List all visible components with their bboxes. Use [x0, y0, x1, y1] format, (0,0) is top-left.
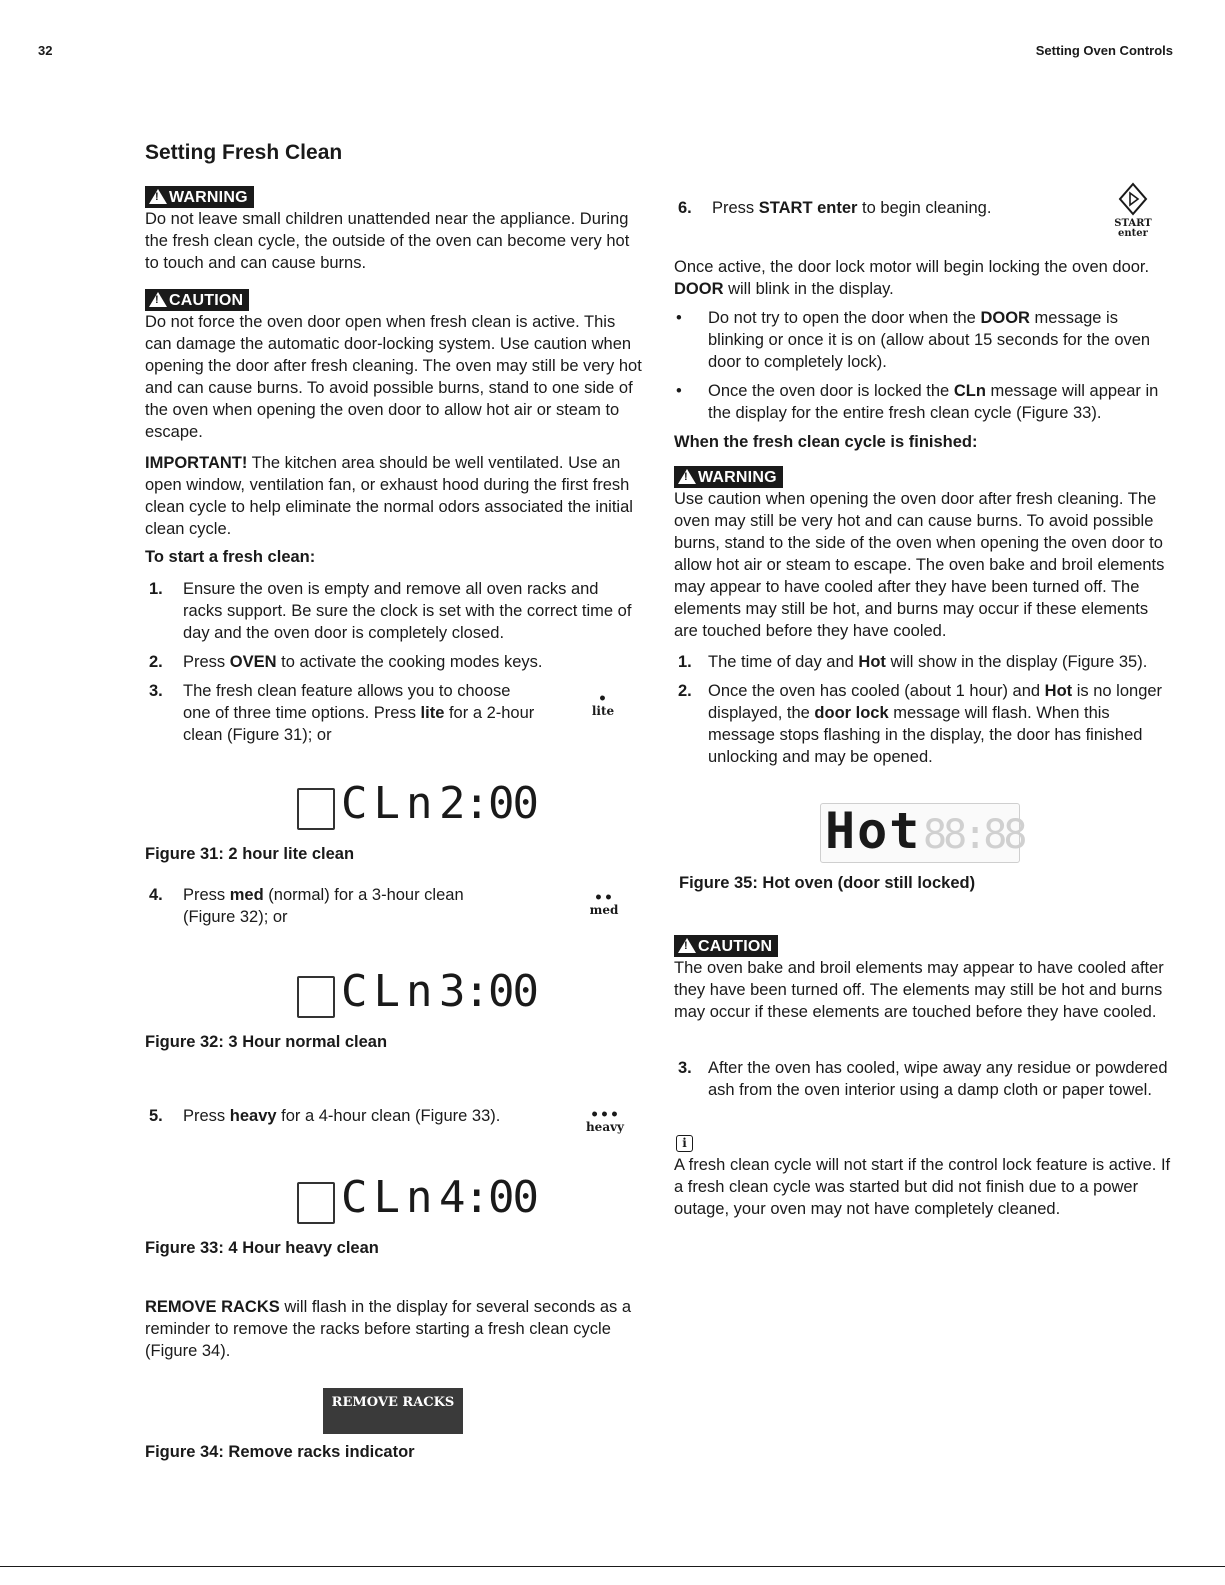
section-title: Setting Oven Controls	[1035, 43, 1173, 58]
display-word: CLn	[341, 1172, 439, 1223]
start-diamond-icon	[1118, 182, 1148, 216]
steps-5	[145, 1105, 565, 1134]
display-time: 3:00	[439, 966, 537, 1017]
info-note: A fresh clean cycle will not start if the control lock feature is active. If a fresh clean cycle was started but did not finish due to a power outage, your oven may not have completely cleaned.	[674, 1156, 1171, 1218]
caution-block-1	[145, 289, 645, 443]
step-3: 3. The fresh clean feature allows you to choose one of three time options. Press lite for a 2-hour clean (Figure 31); or	[149, 682, 535, 744]
display-word: CLn	[341, 778, 439, 829]
bullet-list	[674, 307, 1174, 431]
step-1: 1. Ensure the oven is empty and remove all oven racks and racks support. Be sure the clock is set with the correct time of day and the oven door is completely closed.	[149, 580, 632, 642]
figure-32-caption: Figure 32: 3 Hour normal clean	[145, 1033, 388, 1051]
caution-triangle-icon	[149, 292, 167, 307]
important-text: The kitchen area should be well ventilated. Use an open window, ventilation fan, or exhaust hood during the first fresh clean cycle to help eliminate the normal odors associated the initial clean cycle.	[145, 454, 633, 538]
med-key-icon: •• med	[589, 890, 619, 917]
right-steps	[674, 651, 1179, 775]
figure-33-caption: Figure 33: 4 Hour heavy clean	[145, 1239, 379, 1257]
info-icon: i	[676, 1135, 693, 1152]
figure-34-caption: Figure 34: Remove racks indicator	[145, 1443, 415, 1461]
warning-text: Do not leave small children unattended near the appliance. During the fresh clean cycle, the outside of the oven can become very hot to touch and can cause burns.	[145, 210, 630, 272]
caution-triangle-icon	[678, 938, 696, 953]
caution-text: The oven bake and broil elements may appear to have cooled after they have been turned off. The elements may still be hot and burns may occur if these elements are touched before they have cooled.	[674, 959, 1164, 1021]
step-6-block	[674, 197, 1034, 226]
lite-key-icon: • lite	[591, 691, 615, 718]
warning-block-1	[145, 186, 645, 274]
steps-1-3	[145, 578, 635, 753]
warning-triangle-icon	[678, 469, 696, 484]
display-box-icon	[297, 788, 335, 830]
warning-banner: !WARNING	[674, 466, 783, 488]
caution-banner: !CAUTION	[145, 289, 249, 311]
remove-racks-paragraph: REMOVE RACKS will flash in the display for several seconds as a reminder to remove the racks before starting a fresh clean cycle (Figure 34).	[145, 1298, 632, 1360]
start-enter-key: START enter	[1108, 182, 1158, 239]
bullet-2: • Once the oven door is locked the CLn message will appear in the display for the entire fresh clean cycle (Figure 33).	[676, 382, 1159, 422]
caution-block-2	[674, 935, 1174, 1023]
right-step-1: 1. The time of day and Hot will show in the display (Figure 35).	[678, 653, 1148, 671]
right-step-3-block	[674, 1057, 1174, 1108]
right-step-2: 2. Once the oven has cooled (about 1 hour) and Hot is no longer displayed, the door lock message will flash. When this message stops flashing in the display, the door has finished unlocking and may be opened.	[678, 682, 1163, 766]
display-word: Hot	[825, 802, 922, 860]
step-2: 2. Press OVEN to activate the cooking modes keys.	[149, 653, 543, 671]
step-6: 6. Press START enter to begin cleaning.	[678, 199, 992, 217]
important-label: IMPORTANT!	[145, 454, 248, 472]
figure-31-display	[297, 778, 537, 830]
warning-banner: !WARNING	[145, 186, 254, 208]
display-word: CLn	[341, 966, 439, 1017]
warning-triangle-icon	[149, 189, 167, 204]
important-note	[145, 452, 645, 540]
warning-block-2	[674, 466, 1174, 642]
warning-text: Use caution when opening the oven door after fresh cleaning. The oven may still be very hot and can cause burns. To avoid possible burns, stand to the side of the oven when opening the oven door to allow hot air or steam to escape. The oven bake and broil elements may appear to have cooled after they have been turned off. The elements may still be hot, and burns may occur if these elements are touched before they have cooled.	[674, 490, 1165, 640]
figure-34-remove-racks-indicator: REMOVE RACKS	[323, 1388, 463, 1434]
page-title: Setting Fresh Clean	[145, 141, 343, 164]
page-number: 32	[38, 43, 53, 58]
display-box-icon	[297, 976, 335, 1018]
step-4: 4. Press med (normal) for a 3-hour clean (Figure 32); or	[149, 886, 464, 926]
caution-text: Do not force the oven door open when fresh clean is active. This can damage the automatic door-locking system. Use caution when opening the door after fresh cleaning. The oven may still be very hot and can cause burns. To avoid possible burns, stand to one side of the oven when opening the oven door to allow hot air or steam to escape.	[145, 313, 642, 441]
start-heading: To start a fresh clean:	[145, 548, 316, 566]
bullet-1: • Do not try to open the door when the DOOR message is blinking or once it is on (allow about 15 seconds for the oven door to completely lock).	[676, 309, 1151, 371]
page-bottom-rule	[0, 1566, 1225, 1567]
figure-33-display	[297, 1172, 537, 1224]
step-5: 5. Press heavy for a 4-hour clean (Figure 33).	[149, 1107, 501, 1125]
display-time: 2:00	[439, 778, 537, 829]
figure-32-display	[297, 966, 537, 1018]
display-time: 4:00	[439, 1172, 537, 1223]
figure-35-caption: Figure 35: Hot oven (door still locked)	[679, 874, 976, 892]
right-step-3: 3. After the oven has cooled, wipe away any residue or powdered ash from the oven interior using a damp cloth or paper towel.	[678, 1059, 1168, 1099]
display-time: 88:88	[923, 812, 1024, 858]
finished-heading: When the fresh clean cycle is finished:	[674, 433, 978, 451]
display-box-icon	[297, 1182, 335, 1224]
figure-31-caption: Figure 31: 2 hour lite clean	[145, 845, 355, 863]
caution-banner: !CAUTION	[674, 935, 778, 957]
heavy-key-icon: ••• heavy	[585, 1107, 625, 1134]
figure-35-display	[820, 802, 1024, 863]
steps-4	[145, 884, 515, 935]
active-paragraph: Once active, the door lock motor will begin locking the oven door. DOOR will blink in the display.	[674, 258, 1150, 298]
